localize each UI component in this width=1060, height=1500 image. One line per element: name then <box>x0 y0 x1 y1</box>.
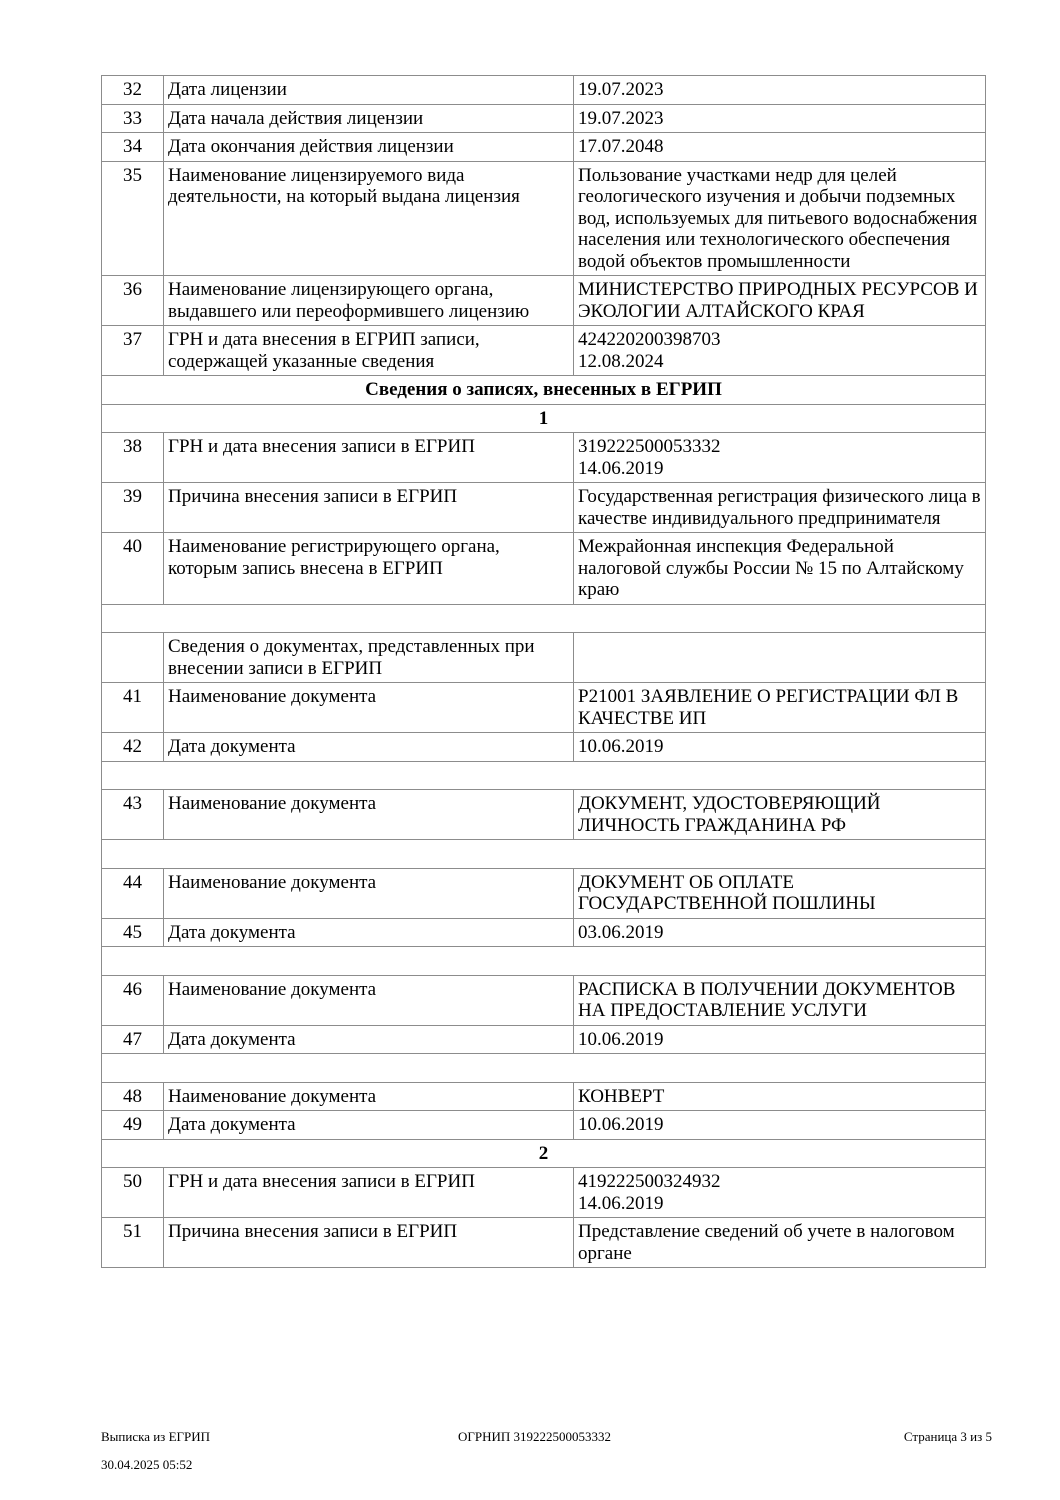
row-label: Наименование лицензирующего органа, выдавшего или переоформившего лицензию <box>164 276 574 326</box>
footer-document-title: Выписка из ЕГРИП <box>101 1429 211 1444</box>
table-row <box>102 868 986 918</box>
row-label: Дата лицензии <box>164 76 574 105</box>
section-header-row <box>102 1139 986 1168</box>
row-number: 51 <box>102 1218 164 1268</box>
section-header-row <box>102 404 986 433</box>
row-value: 10.06.2019 <box>574 733 986 762</box>
row-number: 48 <box>102 1082 164 1111</box>
row-label: ГРН и дата внесения в ЕГРИП записи, содержащей указанные сведения <box>164 326 574 376</box>
row-value: Пользование участками недр для целей геологического изучения и добычи подземных вод, используемых для питьевого водоснабжения населения или технологического обеспечения водой объектов промышленности <box>574 161 986 276</box>
row-value: Представление сведений об учете в налоговом органе <box>574 1218 986 1268</box>
row-value <box>574 633 986 683</box>
row-value: Межрайонная инспекция Федеральной налоговой службы России № 15 по Алтайскому краю <box>574 533 986 605</box>
row-value: 419222500324932 14.06.2019 <box>574 1168 986 1218</box>
row-number: 47 <box>102 1025 164 1054</box>
row-number: 32 <box>102 76 164 105</box>
row-label: Дата начала действия лицензии <box>164 104 574 133</box>
separator-cell <box>102 761 986 790</box>
row-value: 10.06.2019 <box>574 1111 986 1140</box>
row-label: Наименование лицензируемого вида деятельности, на который выдана лицензия <box>164 161 574 276</box>
row-number <box>102 633 164 683</box>
row-number: 38 <box>102 433 164 483</box>
row-value: Государственная регистрация физического лица в качестве индивидуального предпринимателя <box>574 483 986 533</box>
table-row <box>102 633 986 683</box>
table-body <box>102 76 986 1268</box>
row-label: Дата документа <box>164 918 574 947</box>
row-number: 44 <box>102 868 164 918</box>
row-number: 37 <box>102 326 164 376</box>
row-label: ГРН и дата внесения записи в ЕГРИП <box>164 1168 574 1218</box>
separator-row <box>102 761 986 790</box>
footer-ogrnip: ОГРНИП 319222500053332 <box>458 1429 612 1444</box>
separator-row <box>102 947 986 976</box>
table-row <box>102 1025 986 1054</box>
table-row <box>102 533 986 605</box>
table-row <box>102 683 986 733</box>
table-row <box>102 161 986 276</box>
section-header: Сведения о записях, внесенных в ЕГРИП <box>102 376 986 405</box>
separator-cell <box>102 947 986 976</box>
row-number: 39 <box>102 483 164 533</box>
row-label: Дата документа <box>164 1025 574 1054</box>
row-number: 46 <box>102 975 164 1025</box>
row-value: 19.07.2023 <box>574 104 986 133</box>
row-label: Сведения о документах, представленных при внесении записи в ЕГРИП <box>164 633 574 683</box>
footer-timestamp: 30.04.2025 05:52 <box>101 1457 193 1472</box>
row-value: 19.07.2023 <box>574 76 986 105</box>
footer-page-number: Страница 3 из 5 <box>903 1429 992 1444</box>
row-value: МИНИСТЕРСТВО ПРИРОДНЫХ РЕСУРСОВ И ЭКОЛОГИИ АЛТАЙСКОГО КРАЯ <box>574 276 986 326</box>
row-label: Причина внесения записи в ЕГРИП <box>164 483 574 533</box>
table-row <box>102 326 986 376</box>
row-value: Р21001 ЗАЯВЛЕНИЕ О РЕГИСТРАЦИИ ФЛ В КАЧЕСТВЕ ИП <box>574 683 986 733</box>
row-number: 42 <box>102 733 164 762</box>
row-number: 36 <box>102 276 164 326</box>
separator-row <box>102 840 986 869</box>
separator-cell <box>102 840 986 869</box>
table-row <box>102 76 986 105</box>
table-row <box>102 133 986 162</box>
section-header: 2 <box>102 1139 986 1168</box>
egrip-extract-table <box>101 75 986 1268</box>
row-label: Наименование документа <box>164 790 574 840</box>
table-row <box>102 104 986 133</box>
row-number: 40 <box>102 533 164 605</box>
table-row <box>102 433 986 483</box>
separator-row <box>102 1054 986 1083</box>
row-number: 50 <box>102 1168 164 1218</box>
row-label: Наименование регистрирующего органа, которым запись внесена в ЕГРИП <box>164 533 574 605</box>
separator-row <box>102 604 986 633</box>
row-value: ДОКУМЕНТ ОБ ОПЛАТЕ ГОСУДАРСТВЕННОЙ ПОШЛИНЫ <box>574 868 986 918</box>
row-number: 43 <box>102 790 164 840</box>
row-value: 424220200398703 12.08.2024 <box>574 326 986 376</box>
row-number: 34 <box>102 133 164 162</box>
section-header-row <box>102 376 986 405</box>
row-label: Наименование документа <box>164 975 574 1025</box>
row-number: 35 <box>102 161 164 276</box>
row-value: РАСПИСКА В ПОЛУЧЕНИИ ДОКУМЕНТОВ НА ПРЕДОСТАВЛЕНИЕ УСЛУГИ <box>574 975 986 1025</box>
section-header: 1 <box>102 404 986 433</box>
row-number: 49 <box>102 1111 164 1140</box>
row-number: 41 <box>102 683 164 733</box>
row-value: 17.07.2048 <box>574 133 986 162</box>
table-row <box>102 1082 986 1111</box>
row-label: ГРН и дата внесения записи в ЕГРИП <box>164 433 574 483</box>
table-row <box>102 975 986 1025</box>
table-row <box>102 918 986 947</box>
table-row <box>102 483 986 533</box>
row-value: ДОКУМЕНТ, УДОСТОВЕРЯЮЩИЙ ЛИЧНОСТЬ ГРАЖДАНИНА РФ <box>574 790 986 840</box>
row-label: Наименование документа <box>164 1082 574 1111</box>
table-row <box>102 276 986 326</box>
table-row <box>102 790 986 840</box>
table-row <box>102 733 986 762</box>
row-value: 03.06.2019 <box>574 918 986 947</box>
row-number: 33 <box>102 104 164 133</box>
separator-cell <box>102 604 986 633</box>
row-label: Наименование документа <box>164 868 574 918</box>
row-label: Дата окончания действия лицензии <box>164 133 574 162</box>
row-value: КОНВЕРТ <box>574 1082 986 1111</box>
row-label: Наименование документа <box>164 683 574 733</box>
footer-document-info <box>101 1416 210 1486</box>
row-label: Дата документа <box>164 1111 574 1140</box>
table-row <box>102 1218 986 1268</box>
separator-cell <box>102 1054 986 1083</box>
row-value: 10.06.2019 <box>574 1025 986 1054</box>
row-label: Причина внесения записи в ЕГРИП <box>164 1218 574 1268</box>
row-value: 319222500053332 14.06.2019 <box>574 433 986 483</box>
row-number: 45 <box>102 918 164 947</box>
table-row <box>102 1168 986 1218</box>
row-label: Дата документа <box>164 733 574 762</box>
table-row <box>102 1111 986 1140</box>
